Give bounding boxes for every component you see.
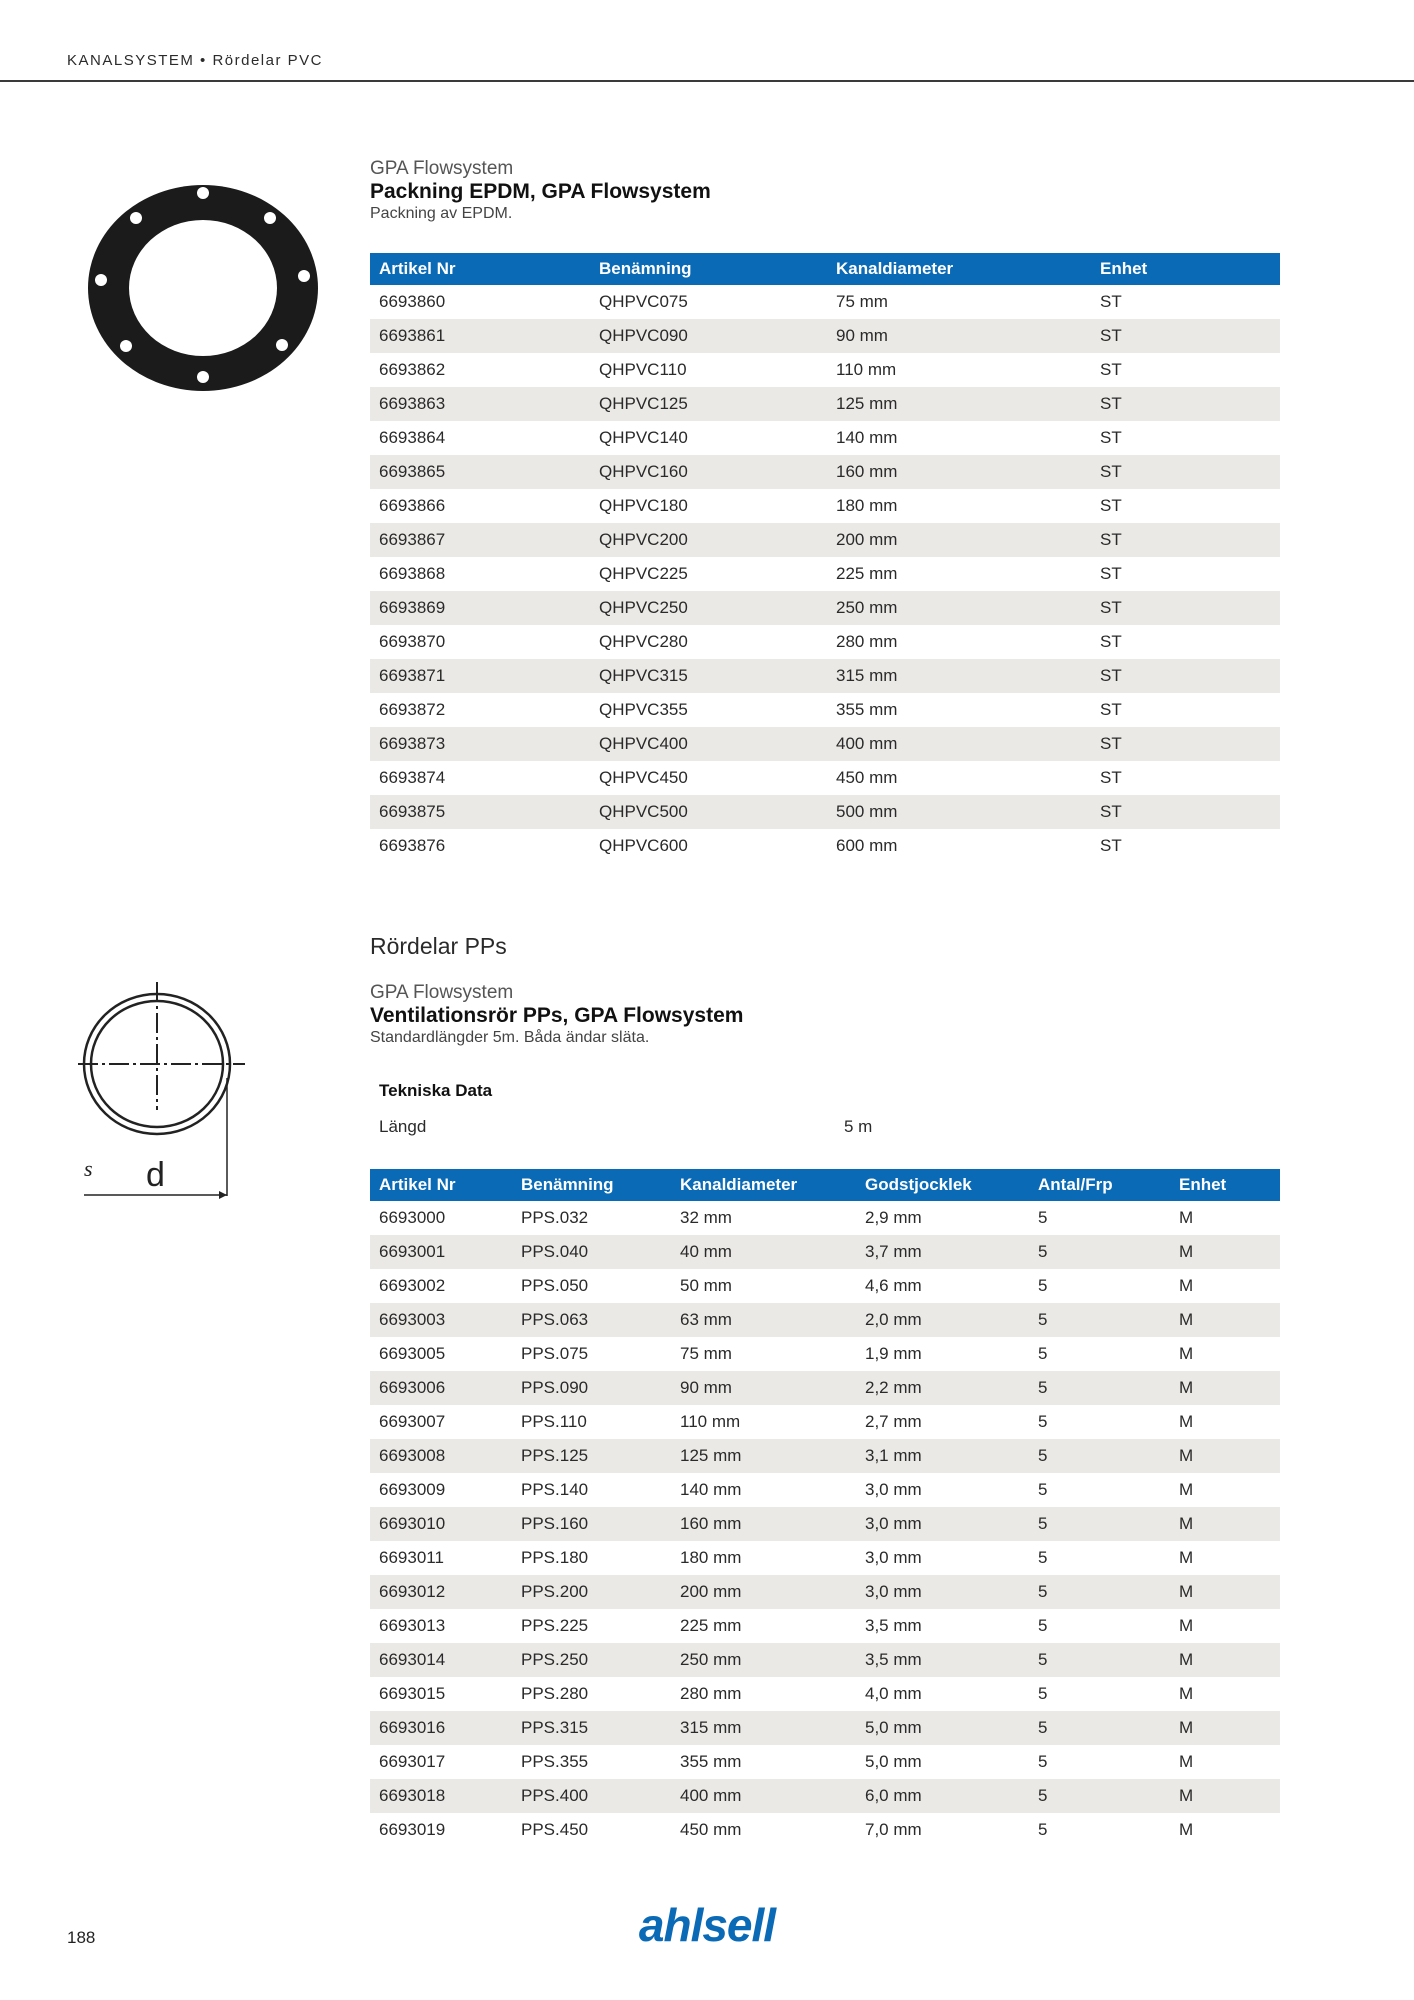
table-cell: QHPVC090	[590, 319, 827, 353]
table-cell: 2,2 mm	[856, 1371, 1029, 1405]
table-cell: QHPVC200	[590, 523, 827, 557]
table-cell: 250 mm	[671, 1643, 856, 1677]
table-cell: 600 mm	[836, 836, 898, 855]
column-header: Artikel Nr	[370, 1169, 512, 1201]
table-cell: 2,7 mm	[865, 1412, 922, 1431]
table-cell: 450 mm	[680, 1820, 742, 1839]
column-header: Kanaldiameter	[671, 1169, 856, 1201]
tech-data-row	[379, 1117, 1280, 1137]
table-cell: 1,9 mm	[865, 1344, 922, 1363]
packning-description: Packning av EPDM.	[370, 205, 513, 222]
pps-brand: GPA Flowsystem	[370, 982, 514, 1003]
pps-section	[370, 932, 1280, 1847]
packning-title: Packning EPDM, GPA Flowsystem	[370, 180, 711, 203]
table-cell: 315 mm	[671, 1711, 856, 1745]
table-cell: 6693019	[379, 1820, 446, 1839]
table-cell: 5	[1038, 1752, 1048, 1771]
table-row	[370, 761, 1280, 795]
table-cell: 3,0 mm	[865, 1480, 922, 1499]
table-cell: 5	[1038, 1344, 1048, 1363]
table-cell: 3,5 mm	[865, 1616, 922, 1635]
table-cell: 5	[1029, 1303, 1170, 1337]
table-cell: ST	[1091, 659, 1280, 693]
table-cell: M	[1170, 1371, 1280, 1405]
table-cell: 6693863	[370, 387, 590, 421]
table-cell: 160 mm	[671, 1507, 856, 1541]
table-cell: 180 mm	[680, 1548, 742, 1567]
packning-table-header	[370, 253, 1280, 285]
table-cell: 6693009	[379, 1480, 446, 1499]
table-cell: 6693013	[379, 1616, 446, 1635]
table-cell: QHPVC160	[590, 455, 827, 489]
table-cell: M	[1170, 1303, 1280, 1337]
gasket-illustration	[86, 183, 320, 393]
table-cell: 6693870	[379, 632, 446, 651]
table-cell: 6693876	[379, 836, 446, 855]
table-cell: M	[1179, 1820, 1194, 1839]
table-cell: 75 mm	[836, 292, 888, 311]
table-cell: ST	[1091, 387, 1280, 421]
table-cell: ST	[1100, 700, 1122, 719]
table-cell: PPS.075	[521, 1344, 589, 1363]
table-cell: 90 mm	[827, 319, 1091, 353]
table-cell: QHPVC140	[599, 428, 688, 447]
table-cell: 6693015	[379, 1684, 446, 1703]
table-cell: 2,0 mm	[856, 1303, 1029, 1337]
column-header: Godstjocklek	[856, 1169, 1029, 1201]
table-cell: 3,7 mm	[856, 1235, 1029, 1269]
table-row	[370, 1439, 1280, 1473]
table-row	[370, 489, 1280, 523]
column-header: Enhet	[1170, 1169, 1280, 1201]
table-cell: M	[1179, 1208, 1194, 1227]
column-header: Benämning	[590, 253, 827, 285]
packning-table-body	[370, 285, 1280, 863]
table-cell: QHPVC280	[599, 632, 688, 651]
table-cell: 6693867	[370, 523, 590, 557]
table-cell: 3,0 mm	[865, 1548, 922, 1567]
column-header: Kanaldiameter	[827, 253, 1091, 285]
table-row	[370, 1371, 1280, 1405]
table-cell: 5,0 mm	[856, 1711, 1029, 1745]
tech-value: 5 m	[844, 1117, 873, 1136]
table-cell: PPS.400	[512, 1779, 671, 1813]
table-cell: ST	[1100, 768, 1122, 787]
header-divider	[0, 80, 1414, 82]
table-cell: QHPVC315	[590, 659, 827, 693]
table-row	[370, 1779, 1280, 1813]
table-cell: 6693872	[379, 700, 446, 719]
table-cell: ST	[1091, 455, 1280, 489]
table-cell: 225 mm	[836, 564, 898, 583]
table-cell: PPS.050	[521, 1276, 589, 1295]
table-row	[370, 1609, 1280, 1643]
table-row	[370, 455, 1280, 489]
table-row	[370, 829, 1280, 863]
pps-table-header	[370, 1169, 1280, 1201]
packning-section	[370, 158, 1280, 863]
table-row	[370, 319, 1280, 353]
table-cell: 6693866	[379, 496, 446, 515]
table-cell: 280 mm	[680, 1684, 742, 1703]
table-cell: 3,5 mm	[856, 1643, 1029, 1677]
table-row	[370, 693, 1280, 727]
table-row	[370, 285, 1280, 319]
table-cell: 40 mm	[671, 1235, 856, 1269]
table-cell: QHPVC355	[599, 700, 688, 719]
table-cell: 6693873	[370, 727, 590, 761]
table-cell: 6693007	[379, 1412, 446, 1431]
table-cell: M	[1170, 1643, 1280, 1677]
table-row	[370, 625, 1280, 659]
table-cell: PPS.125	[512, 1439, 671, 1473]
table-cell: 160 mm	[827, 455, 1091, 489]
table-row	[370, 557, 1280, 591]
table-cell: 5	[1029, 1371, 1170, 1405]
table-row	[370, 1575, 1280, 1609]
diameter-label: d	[146, 1156, 165, 1194]
column-header: Benämning	[512, 1169, 671, 1201]
table-cell: M	[1170, 1575, 1280, 1609]
table-cell: 110 mm	[836, 360, 897, 379]
table-cell: 6693860	[379, 292, 446, 311]
table-cell: 32 mm	[680, 1208, 732, 1227]
table-cell: 75 mm	[680, 1344, 732, 1363]
table-row	[370, 421, 1280, 455]
table-cell: 250 mm	[827, 591, 1091, 625]
table-cell: QHPVC400	[590, 727, 827, 761]
table-cell: PPS.450	[521, 1820, 589, 1839]
table-cell: 5	[1029, 1575, 1170, 1609]
table-cell: 4,6 mm	[865, 1276, 922, 1295]
table-cell: 315 mm	[827, 659, 1091, 693]
table-cell: QHPVC225	[599, 564, 688, 583]
table-cell: 5	[1029, 1711, 1170, 1745]
table-cell: PPS.200	[512, 1575, 671, 1609]
table-row	[370, 795, 1280, 829]
table-cell: 7,0 mm	[865, 1820, 922, 1839]
table-cell: 5	[1029, 1235, 1170, 1269]
pps-table-body	[370, 1201, 1280, 1847]
table-cell: QHPVC075	[599, 292, 688, 311]
table-cell: 500 mm	[827, 795, 1091, 829]
table-cell: ST	[1091, 727, 1280, 761]
table-cell: 5	[1029, 1779, 1170, 1813]
table-cell: M	[1170, 1711, 1280, 1745]
table-cell: PPS.355	[521, 1752, 589, 1771]
table-cell: ST	[1100, 836, 1122, 855]
column-header: Antal/Frp	[1029, 1169, 1170, 1201]
table-row	[370, 1269, 1280, 1303]
table-cell: 355 mm	[680, 1752, 742, 1771]
table-cell: 200 mm	[671, 1575, 856, 1609]
table-cell: 6693001	[370, 1235, 512, 1269]
table-cell: QHPVC600	[599, 836, 688, 855]
table-cell: 6693868	[379, 564, 446, 583]
table-row	[370, 1235, 1280, 1269]
table-cell: QHPVC450	[599, 768, 688, 787]
table-cell: 280 mm	[836, 632, 898, 651]
table-row	[370, 523, 1280, 557]
table-cell: M	[1170, 1779, 1280, 1813]
tech-label: Längd	[379, 1117, 427, 1136]
table-cell: 6693000	[379, 1208, 446, 1227]
table-cell: 225 mm	[680, 1616, 742, 1635]
table-cell: 355 mm	[836, 700, 898, 719]
table-cell: 6693875	[370, 795, 590, 829]
table-cell: ST	[1100, 428, 1122, 447]
table-cell: M	[1179, 1344, 1194, 1363]
table-cell: 5	[1038, 1276, 1048, 1295]
table-cell: 3,1 mm	[856, 1439, 1029, 1473]
table-cell: 6693018	[370, 1779, 512, 1813]
table-cell: 4,0 mm	[865, 1684, 922, 1703]
table-cell: 5	[1038, 1616, 1048, 1635]
table-cell: 400 mm	[671, 1779, 856, 1813]
table-cell: 5	[1038, 1412, 1048, 1431]
table-row	[370, 387, 1280, 421]
table-cell: 2,9 mm	[865, 1208, 922, 1227]
table-cell: QHPVC125	[590, 387, 827, 421]
table-cell: 5	[1029, 1439, 1170, 1473]
table-cell: PPS.160	[512, 1507, 671, 1541]
pipe-cross-section-diagram	[70, 980, 250, 1202]
table-row	[370, 659, 1280, 693]
table-cell: 5	[1029, 1643, 1170, 1677]
table-cell: PPS.140	[521, 1480, 589, 1499]
table-cell: 6693016	[370, 1711, 512, 1745]
table-cell: QHPVC110	[599, 360, 687, 379]
table-cell: QHPVC500	[590, 795, 827, 829]
table-cell: 6693862	[379, 360, 446, 379]
table-cell: M	[1179, 1480, 1194, 1499]
table-cell: 200 mm	[827, 523, 1091, 557]
table-row	[370, 1677, 1280, 1711]
table-cell: 6693010	[370, 1507, 512, 1541]
table-cell: 5	[1038, 1684, 1048, 1703]
column-header: Artikel Nr	[370, 253, 590, 285]
table-cell: 125 mm	[827, 387, 1091, 421]
table-cell: 140 mm	[680, 1480, 742, 1499]
table-cell: 5	[1038, 1480, 1048, 1499]
packning-table	[370, 253, 1280, 863]
table-row	[370, 1473, 1280, 1507]
table-cell: ST	[1091, 591, 1280, 625]
table-row	[370, 1541, 1280, 1575]
table-row	[370, 1201, 1280, 1235]
table-cell: 6693011	[379, 1548, 444, 1567]
table-cell: 5	[1038, 1820, 1048, 1839]
page-number: 188	[67, 1928, 96, 1947]
table-cell: 5,0 mm	[865, 1752, 922, 1771]
table-row	[370, 1507, 1280, 1541]
pps-section-title: Rördelar PPs	[370, 933, 507, 959]
table-cell: 6693003	[370, 1303, 512, 1337]
table-cell: M	[1179, 1616, 1194, 1635]
table-cell: 6693871	[370, 659, 590, 693]
table-cell: 6693002	[379, 1276, 446, 1295]
table-cell: 63 mm	[671, 1303, 856, 1337]
table-row	[370, 1643, 1280, 1677]
table-cell: 6693012	[370, 1575, 512, 1609]
table-cell: 6693874	[379, 768, 446, 787]
column-header: Enhet	[1091, 253, 1280, 285]
pps-title: Ventilationsrör PPs, GPA Flowsystem	[370, 1004, 744, 1027]
table-cell: 140 mm	[836, 428, 898, 447]
table-cell: ST	[1100, 360, 1122, 379]
table-cell: PPS.063	[512, 1303, 671, 1337]
table-cell: 90 mm	[671, 1371, 856, 1405]
table-cell: 125 mm	[671, 1439, 856, 1473]
table-row	[370, 1303, 1280, 1337]
table-cell: 5	[1029, 1507, 1170, 1541]
table-cell: PPS.250	[512, 1643, 671, 1677]
tech-data-title: Tekniska Data	[379, 1081, 493, 1100]
table-row	[370, 591, 1280, 625]
table-cell: PPS.280	[521, 1684, 589, 1703]
table-cell: M	[1179, 1752, 1194, 1771]
table-row	[370, 1813, 1280, 1847]
table-cell: PPS.180	[521, 1548, 589, 1567]
table-cell: M	[1170, 1439, 1280, 1473]
table-cell: 6693017	[379, 1752, 446, 1771]
table-cell: QHPVC180	[599, 496, 688, 515]
packning-brand: GPA Flowsystem	[370, 158, 514, 179]
table-cell: PPS.090	[512, 1371, 671, 1405]
table-cell: 110 mm	[680, 1412, 741, 1431]
table-cell: 6693869	[370, 591, 590, 625]
table-cell: ST	[1091, 523, 1280, 557]
table-row	[370, 1337, 1280, 1371]
table-row	[370, 353, 1280, 387]
table-cell: ST	[1091, 795, 1280, 829]
ahlsell-logo: ahlsell	[638, 1899, 776, 1951]
table-cell: 400 mm	[827, 727, 1091, 761]
page-header: KANALSYSTEM • Rördelar PVC	[67, 52, 323, 69]
table-row	[370, 1405, 1280, 1439]
table-cell: PPS.225	[521, 1616, 589, 1635]
table-cell: M	[1170, 1235, 1280, 1269]
table-cell: 6693006	[370, 1371, 512, 1405]
table-row	[370, 1711, 1280, 1745]
table-cell: ST	[1100, 292, 1122, 311]
table-cell: 6693008	[370, 1439, 512, 1473]
table-cell: M	[1179, 1276, 1194, 1295]
table-cell: 5	[1038, 1548, 1048, 1567]
table-cell: 5	[1038, 1208, 1048, 1227]
table-cell: PPS.315	[512, 1711, 671, 1745]
table-cell: PPS.040	[512, 1235, 671, 1269]
pps-description: Standardlängder 5m. Båda ändar släta.	[370, 1029, 650, 1046]
table-cell: M	[1179, 1548, 1194, 1567]
table-cell: 3,0 mm	[856, 1575, 1029, 1609]
table-cell: 6693864	[379, 428, 446, 447]
table-cell: 6693014	[370, 1643, 512, 1677]
table-row	[370, 1745, 1280, 1779]
wall-thickness-label: s	[84, 1156, 93, 1181]
table-cell: 6693861	[370, 319, 590, 353]
table-cell: 6,0 mm	[856, 1779, 1029, 1813]
table-cell: ST	[1091, 319, 1280, 353]
table-cell: 50 mm	[680, 1276, 732, 1295]
table-cell: ST	[1100, 564, 1122, 583]
table-row	[370, 727, 1280, 761]
table-cell: PPS.110	[521, 1412, 587, 1431]
table-cell: ST	[1100, 632, 1122, 651]
table-cell: 450 mm	[836, 768, 898, 787]
table-cell: M	[1170, 1507, 1280, 1541]
pps-table	[370, 1169, 1280, 1847]
table-cell: ST	[1100, 496, 1122, 515]
table-cell: 6693005	[379, 1344, 446, 1363]
table-cell: M	[1179, 1684, 1194, 1703]
table-cell: M	[1179, 1412, 1194, 1431]
table-cell: 3,0 mm	[856, 1507, 1029, 1541]
table-cell: QHPVC250	[590, 591, 827, 625]
table-cell: 6693865	[370, 455, 590, 489]
table-cell: PPS.032	[521, 1208, 589, 1227]
table-cell: 180 mm	[836, 496, 898, 515]
